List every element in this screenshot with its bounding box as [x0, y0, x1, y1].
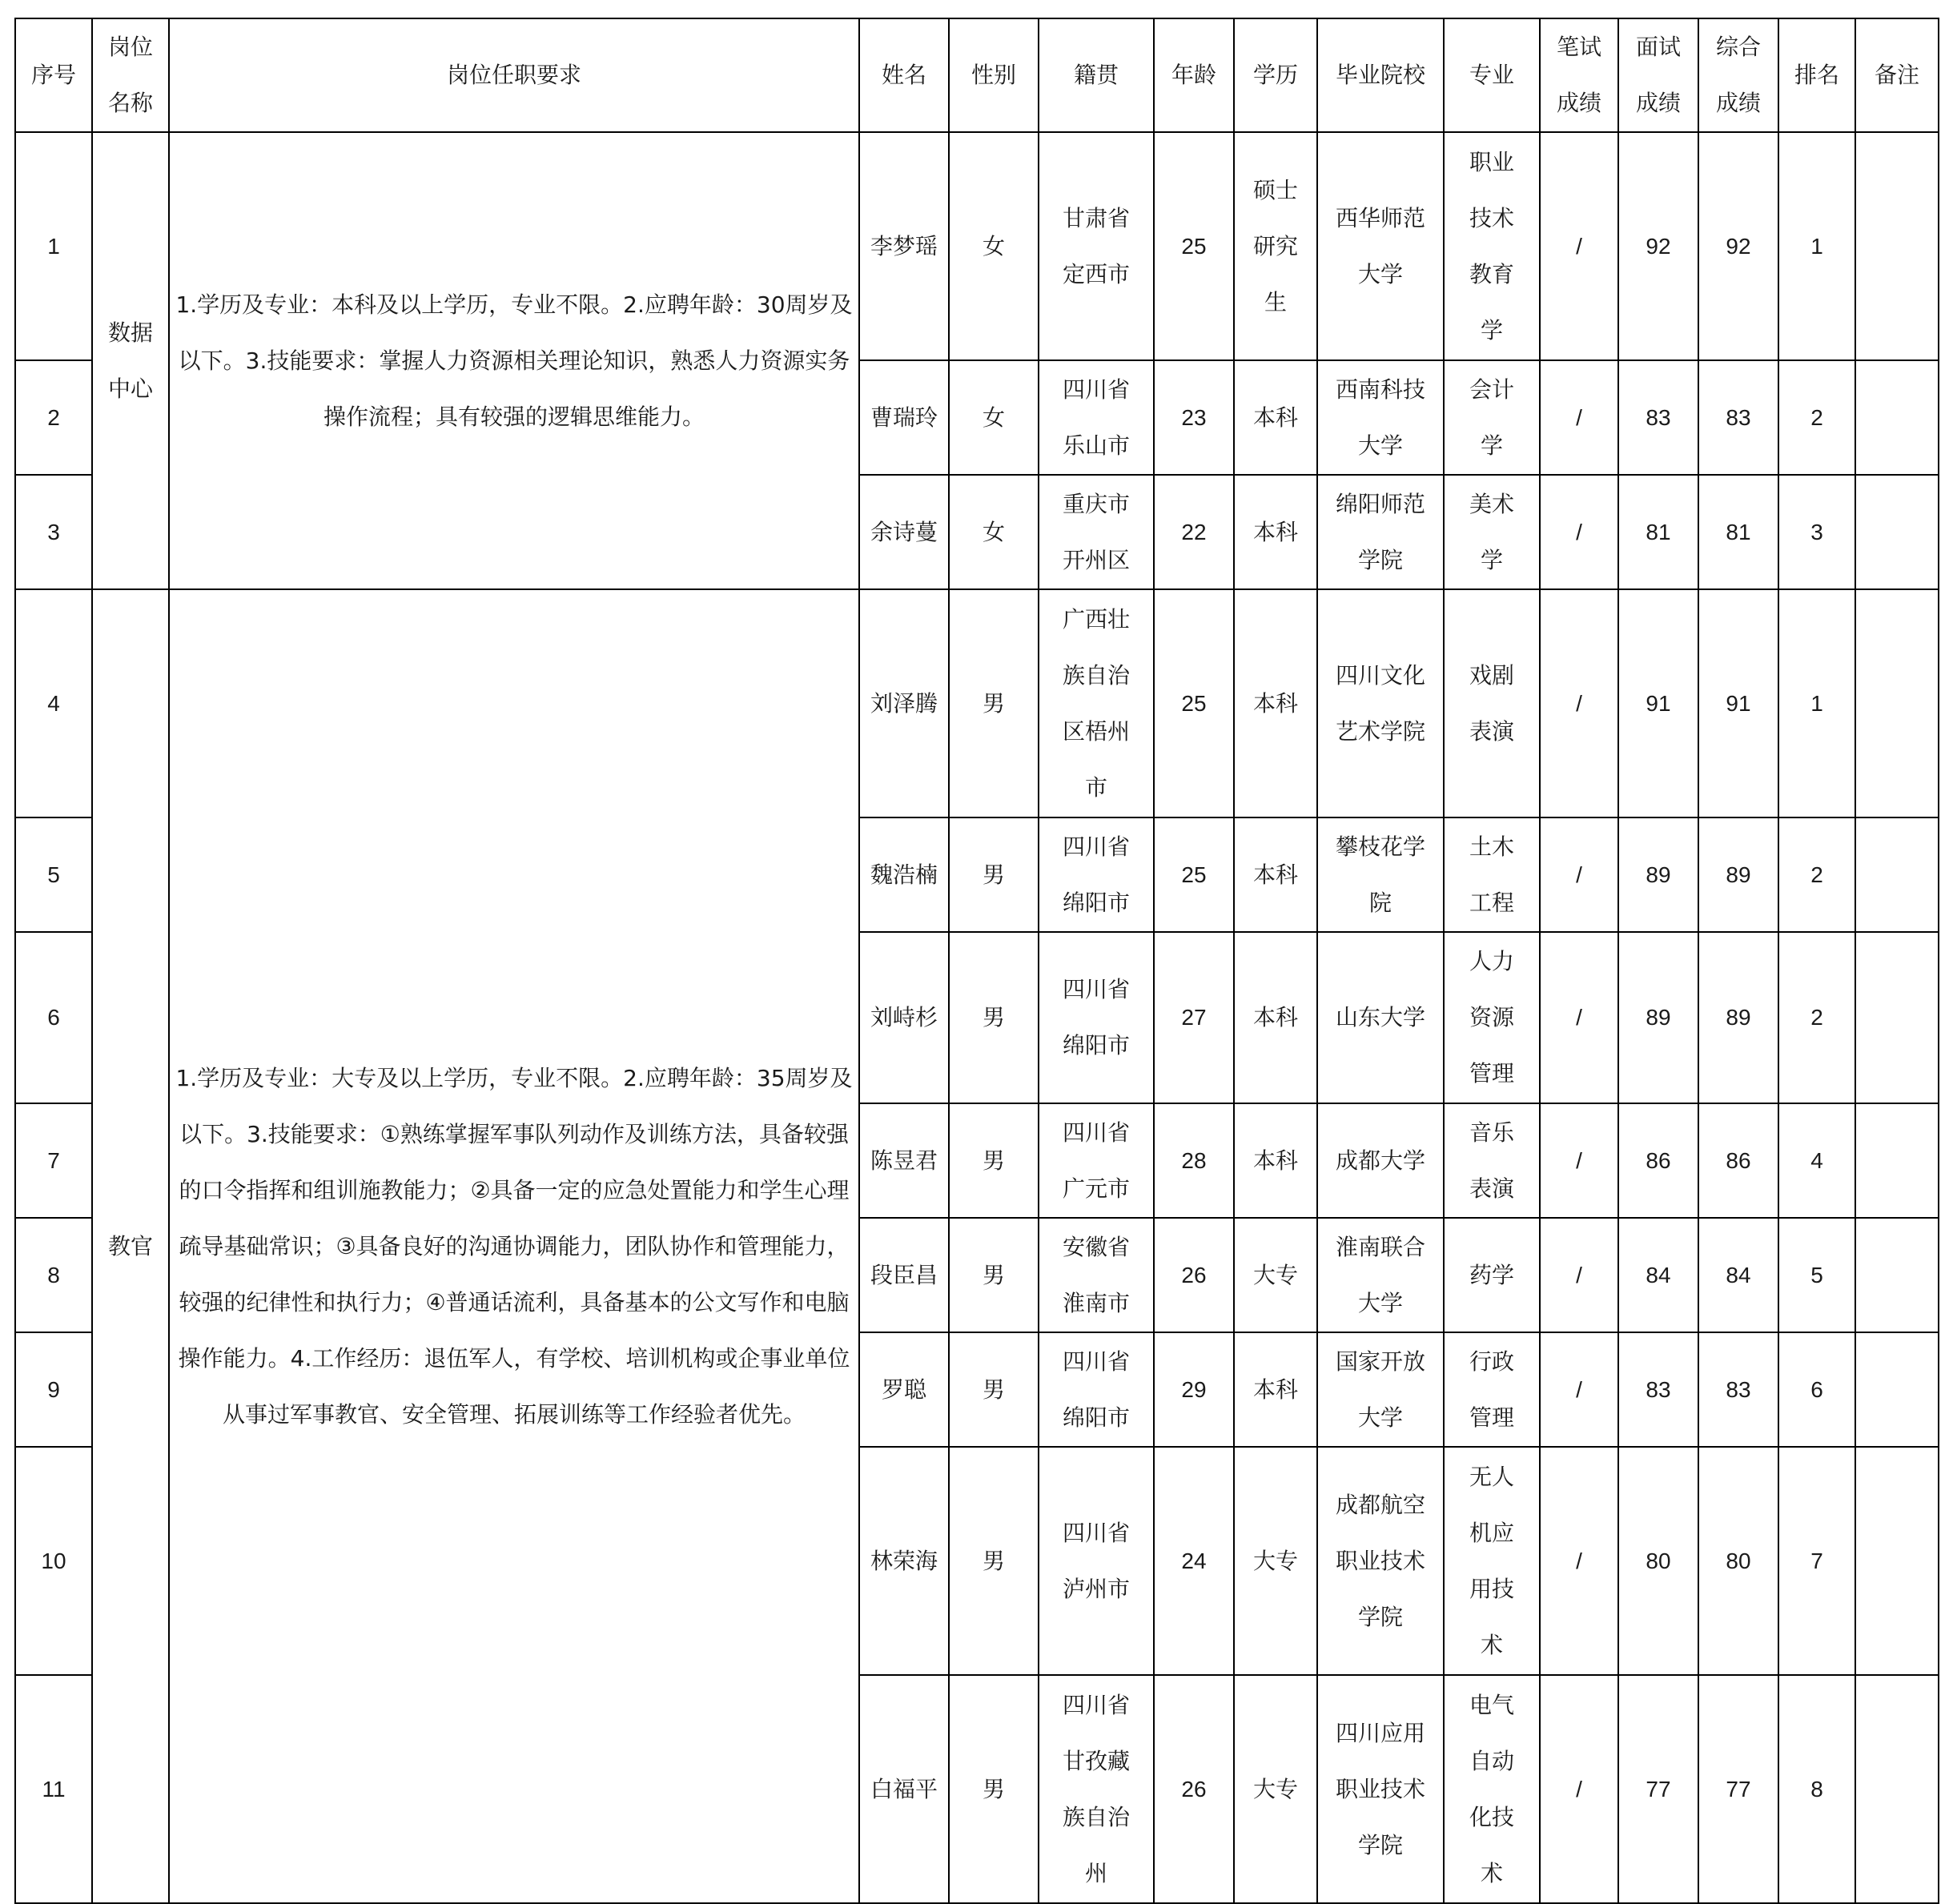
- native-line: 区梧州: [1062, 717, 1130, 745]
- cell-gender: 男: [949, 1675, 1039, 1903]
- cell-education: [1234, 1332, 1317, 1447]
- education-line: 大专: [1252, 1547, 1298, 1574]
- header-interview-line: 面试: [1635, 34, 1681, 60]
- cell-seq: 4: [15, 589, 92, 817]
- school-line: 四川文化: [1335, 661, 1425, 689]
- cell-rank: 2: [1778, 360, 1855, 475]
- cell-gender: 女: [949, 475, 1039, 589]
- cell-school: [1317, 1218, 1444, 1332]
- cell-major: [1444, 475, 1540, 589]
- cell-major: [1444, 817, 1540, 932]
- major-line: 戏剧: [1469, 661, 1514, 689]
- major-line: 化技: [1469, 1803, 1514, 1830]
- native-line: 泸州市: [1062, 1575, 1130, 1602]
- native-line: 四川省: [1062, 1348, 1130, 1375]
- cell-name: 刘峙杉: [859, 932, 949, 1103]
- native-line: 四川省: [1062, 1119, 1130, 1146]
- education-line: 本科: [1252, 1376, 1298, 1403]
- cell-interview-score: 91: [1618, 589, 1698, 817]
- cell-native-place: [1039, 932, 1154, 1103]
- cell-rank: 3: [1778, 475, 1855, 589]
- position-line: 数据: [107, 319, 153, 346]
- cell-name: 李梦瑶: [859, 132, 949, 360]
- cell-age: 24: [1154, 1447, 1234, 1675]
- major-line: 资源: [1469, 1004, 1514, 1030]
- header-total-score: [1698, 18, 1778, 132]
- cell-rank: 8: [1778, 1675, 1855, 1903]
- header-position: [92, 18, 169, 132]
- cell-written-score: /: [1540, 475, 1618, 589]
- header-position-line: 名称: [107, 90, 153, 116]
- school-line: 攀枝花学: [1335, 833, 1425, 860]
- cell-written-score: /: [1540, 1103, 1618, 1218]
- cell-school: [1317, 360, 1444, 475]
- major-line: 职业: [1469, 148, 1514, 175]
- education-line: 生: [1264, 288, 1287, 315]
- cell-requirement: 1.学历及专业：大专及以上学历，专业不限。2.应聘年龄：35周岁及以下。3.技能要求：①熟练掌握军事队列动作及训练方法，具备较强的口令指挥和组训施教能力；②具备一定的应急处置能力和学生心理疏导基础常识；③具备良好的沟通协调能力，团队协作和管理能力，较强的纪律性和执行力；④普通话流利，具备基本的公文写作和电脑操作能力。4.工作经历：退伍军人，有学校、培训机构或企事业单位从事过军事教官、安全管理、拓展训练等工作经验者优先。: [169, 589, 859, 1903]
- cell-major: [1444, 1103, 1540, 1218]
- header-major: 专业: [1444, 18, 1540, 132]
- cell-gender: 男: [949, 1332, 1039, 1447]
- education-line: 大专: [1252, 1261, 1298, 1288]
- header-written-line: 成绩: [1556, 90, 1601, 116]
- school-line: 艺术学院: [1335, 717, 1425, 745]
- cell-name: 刘泽腾: [859, 589, 949, 817]
- cell-native-place: [1039, 132, 1154, 360]
- cell-seq: 11: [15, 1675, 92, 1903]
- cell-note: [1855, 360, 1939, 475]
- cell-education: [1234, 817, 1317, 932]
- cell-rank: 2: [1778, 817, 1855, 932]
- native-line: 四川省: [1062, 376, 1130, 403]
- cell-note: [1855, 1103, 1939, 1218]
- cell-interview-score: 80: [1618, 1447, 1698, 1675]
- school-line: 成都航空: [1335, 1491, 1425, 1518]
- school-line: 大学: [1357, 1289, 1403, 1316]
- cell-native-place: [1039, 1332, 1154, 1447]
- cell-seq: 9: [15, 1332, 92, 1447]
- header-position-line: 岗位: [107, 34, 153, 60]
- native-line: 绵阳市: [1062, 1404, 1130, 1431]
- header-row: [15, 18, 1939, 132]
- cell-age: 26: [1154, 1218, 1234, 1332]
- cell-note: [1855, 1447, 1939, 1675]
- position-line: 中心: [107, 375, 153, 402]
- table-row: [15, 132, 1939, 360]
- cell-seq: 6: [15, 932, 92, 1103]
- native-line: 州: [1084, 1859, 1107, 1886]
- cell-education: [1234, 1103, 1317, 1218]
- cell-native-place: [1039, 1103, 1154, 1218]
- header-school: 毕业院校: [1317, 18, 1444, 132]
- cell-gender: 女: [949, 360, 1039, 475]
- cell-age: 22: [1154, 475, 1234, 589]
- cell-native-place: [1039, 360, 1154, 475]
- cell-written-score: /: [1540, 360, 1618, 475]
- cell-school: [1317, 1675, 1444, 1903]
- major-line: 无人: [1469, 1463, 1514, 1490]
- native-line: 广元市: [1062, 1175, 1130, 1202]
- school-line: 院: [1368, 889, 1392, 916]
- cell-age: 28: [1154, 1103, 1234, 1218]
- major-line: 工程: [1469, 889, 1514, 916]
- cell-native-place: [1039, 475, 1154, 589]
- cell-interview-score: 86: [1618, 1103, 1698, 1218]
- cell-education: [1234, 360, 1317, 475]
- major-line: 学: [1480, 432, 1503, 459]
- cell-name: 余诗蔓: [859, 475, 949, 589]
- cell-position: [92, 132, 169, 589]
- cell-interview-score: 81: [1618, 475, 1698, 589]
- cell-school: [1317, 475, 1444, 589]
- cell-rank: 5: [1778, 1218, 1855, 1332]
- table-row: [15, 589, 1939, 817]
- native-line: 广西壮: [1062, 605, 1130, 633]
- cell-name: 罗聪: [859, 1332, 949, 1447]
- native-line: 甘肃省: [1062, 204, 1130, 231]
- cell-position: [92, 589, 169, 1903]
- major-line: 术: [1480, 1859, 1503, 1886]
- cell-note: [1855, 1675, 1939, 1903]
- cell-written-score: /: [1540, 589, 1618, 817]
- cell-school: [1317, 1447, 1444, 1675]
- cell-seq: 2: [15, 360, 92, 475]
- cell-total-score: 83: [1698, 1332, 1778, 1447]
- cell-education: [1234, 1447, 1317, 1675]
- cell-gender: 男: [949, 589, 1039, 817]
- cell-gender: 男: [949, 817, 1039, 932]
- cell-gender: 男: [949, 1447, 1039, 1675]
- cell-education: [1234, 1675, 1317, 1903]
- major-line: 电气: [1469, 1691, 1514, 1718]
- header-written-score: [1540, 18, 1618, 132]
- education-line: 本科: [1252, 1147, 1298, 1174]
- native-line: 甘孜藏: [1062, 1747, 1130, 1774]
- cell-name: 林荣海: [859, 1447, 949, 1675]
- cell-seq: 1: [15, 132, 92, 360]
- cell-rank: 1: [1778, 132, 1855, 360]
- cell-interview-score: 84: [1618, 1218, 1698, 1332]
- cell-education: [1234, 1218, 1317, 1332]
- cell-rank: 4: [1778, 1103, 1855, 1218]
- cell-gender: 男: [949, 1218, 1039, 1332]
- native-line: 绵阳市: [1062, 889, 1130, 916]
- position-line: 教官: [107, 1232, 153, 1259]
- cell-education: [1234, 932, 1317, 1103]
- school-line: 绵阳师范: [1335, 490, 1425, 517]
- cell-age: 25: [1154, 132, 1234, 360]
- education-line: 本科: [1252, 689, 1298, 717]
- cell-seq: 3: [15, 475, 92, 589]
- cell-native-place: [1039, 817, 1154, 932]
- school-line: 大学: [1357, 1404, 1403, 1431]
- cell-seq: 7: [15, 1103, 92, 1218]
- native-line: 四川省: [1062, 1691, 1130, 1718]
- native-line: 族自治: [1062, 661, 1130, 689]
- school-line: 成都大学: [1335, 1147, 1425, 1174]
- native-line: 重庆市: [1062, 490, 1130, 517]
- school-line: 大学: [1357, 260, 1403, 287]
- header-name: 姓名: [859, 18, 949, 132]
- cell-name: 白福平: [859, 1675, 949, 1903]
- cell-native-place: [1039, 1218, 1154, 1332]
- cell-native-place: [1039, 589, 1154, 817]
- native-line: 安徽省: [1062, 1233, 1130, 1260]
- cell-school: [1317, 589, 1444, 817]
- education-line: 本科: [1252, 404, 1298, 431]
- cell-total-score: 91: [1698, 589, 1778, 817]
- major-line: 管理: [1469, 1060, 1514, 1087]
- cell-major: [1444, 932, 1540, 1103]
- cell-note: [1855, 817, 1939, 932]
- education-line: 本科: [1252, 518, 1298, 545]
- major-line: 用技: [1469, 1575, 1514, 1602]
- cell-total-score: 84: [1698, 1218, 1778, 1332]
- cell-total-score: 89: [1698, 932, 1778, 1103]
- native-line: 四川省: [1062, 1519, 1130, 1546]
- header-total-line: 综合: [1715, 34, 1761, 60]
- education-line: 本科: [1252, 1004, 1298, 1030]
- education-line: 大专: [1252, 1775, 1298, 1802]
- cell-native-place: [1039, 1447, 1154, 1675]
- major-line: 行政: [1469, 1348, 1514, 1375]
- major-line: 教育: [1469, 260, 1514, 287]
- cell-note: [1855, 1218, 1939, 1332]
- school-line: 学院: [1357, 1831, 1403, 1858]
- cell-total-score: 92: [1698, 132, 1778, 360]
- cell-age: 26: [1154, 1675, 1234, 1903]
- cell-gender: 男: [949, 1103, 1039, 1218]
- cell-interview-score: 83: [1618, 1332, 1698, 1447]
- cell-school: [1317, 132, 1444, 360]
- cell-seq: 5: [15, 817, 92, 932]
- major-line: 学: [1480, 546, 1503, 573]
- major-line: 表演: [1469, 1175, 1514, 1202]
- cell-total-score: 77: [1698, 1675, 1778, 1903]
- major-line: 药学: [1469, 1261, 1514, 1288]
- cell-major: [1444, 1218, 1540, 1332]
- header-requirement: 岗位任职要求: [169, 18, 859, 132]
- header-rank: 排名: [1778, 18, 1855, 132]
- native-line: 绵阳市: [1062, 1032, 1130, 1058]
- header-interview-line: 成绩: [1635, 90, 1681, 116]
- cell-age: 27: [1154, 932, 1234, 1103]
- cell-gender: 男: [949, 932, 1039, 1103]
- cell-total-score: 83: [1698, 360, 1778, 475]
- major-line: 会计: [1469, 376, 1514, 403]
- cell-rank: 7: [1778, 1447, 1855, 1675]
- header-seq: 序号: [15, 18, 92, 132]
- cell-seq: 10: [15, 1447, 92, 1675]
- cell-education: [1234, 475, 1317, 589]
- cell-school: [1317, 932, 1444, 1103]
- cell-major: [1444, 1675, 1540, 1903]
- cell-interview-score: 89: [1618, 932, 1698, 1103]
- cell-interview-score: 89: [1618, 817, 1698, 932]
- cell-major: [1444, 132, 1540, 360]
- cell-written-score: /: [1540, 132, 1618, 360]
- cell-school: [1317, 1103, 1444, 1218]
- major-line: 土木: [1469, 833, 1514, 860]
- native-line: 四川省: [1062, 833, 1130, 860]
- header-gender: 性别: [949, 18, 1039, 132]
- cell-age: 23: [1154, 360, 1234, 475]
- cell-interview-score: 77: [1618, 1675, 1698, 1903]
- cell-written-score: /: [1540, 1218, 1618, 1332]
- cell-written-score: /: [1540, 932, 1618, 1103]
- cell-written-score: /: [1540, 817, 1618, 932]
- header-education: 学历: [1234, 18, 1317, 132]
- header-age: 年龄: [1154, 18, 1234, 132]
- cell-major: [1444, 1447, 1540, 1675]
- cell-note: [1855, 1332, 1939, 1447]
- major-line: 机应: [1469, 1519, 1514, 1546]
- major-line: 音乐: [1469, 1119, 1514, 1146]
- cell-interview-score: 83: [1618, 360, 1698, 475]
- native-line: 定西市: [1062, 260, 1130, 287]
- cell-seq: 8: [15, 1218, 92, 1332]
- school-line: 四川应用: [1335, 1719, 1425, 1746]
- school-line: 西南科技: [1335, 376, 1425, 403]
- cell-gender: 女: [949, 132, 1039, 360]
- table-body: [15, 132, 1939, 1903]
- major-line: 美术: [1469, 490, 1514, 517]
- major-line: 技术: [1469, 204, 1514, 231]
- header-note: 备注: [1855, 18, 1939, 132]
- school-line: 职业技术: [1335, 1547, 1425, 1574]
- cell-native-place: [1039, 1675, 1154, 1903]
- cell-total-score: 89: [1698, 817, 1778, 932]
- cell-note: [1855, 475, 1939, 589]
- cell-school: [1317, 1332, 1444, 1447]
- school-line: 大学: [1357, 432, 1403, 459]
- cell-requirement: 1.学历及专业：本科及以上学历，专业不限。2.应聘年龄：30周岁及以下。3.技能要求：掌握人力资源相关理论知识，熟悉人力资源实务操作流程；具有较强的逻辑思维能力。: [169, 132, 859, 589]
- header-interview-score: [1618, 18, 1698, 132]
- cell-note: [1855, 932, 1939, 1103]
- major-line: 管理: [1469, 1404, 1514, 1431]
- major-line: 人力: [1469, 948, 1514, 974]
- cell-written-score: /: [1540, 1675, 1618, 1903]
- major-line: 学: [1480, 316, 1503, 343]
- cell-interview-score: 92: [1618, 132, 1698, 360]
- cell-name: 陈昱君: [859, 1103, 949, 1218]
- native-line: 四川省: [1062, 976, 1130, 1002]
- school-line: 西华师范: [1335, 204, 1425, 231]
- education-line: 硕士: [1252, 176, 1298, 203]
- native-line: 淮南市: [1062, 1289, 1130, 1316]
- school-line: 山东大学: [1335, 1004, 1425, 1030]
- cell-name: 段臣昌: [859, 1218, 949, 1332]
- cell-major: [1444, 589, 1540, 817]
- school-line: 学院: [1357, 546, 1403, 573]
- cell-total-score: 81: [1698, 475, 1778, 589]
- header-native-place: 籍贯: [1039, 18, 1154, 132]
- school-line: 学院: [1357, 1603, 1403, 1630]
- header-written-line: 笔试: [1556, 34, 1601, 60]
- cell-age: 25: [1154, 589, 1234, 817]
- cell-school: [1317, 817, 1444, 932]
- major-line: 术: [1480, 1631, 1503, 1658]
- native-line: 族自治: [1062, 1803, 1130, 1830]
- cell-written-score: /: [1540, 1447, 1618, 1675]
- cell-written-score: /: [1540, 1332, 1618, 1447]
- native-line: 乐山市: [1062, 432, 1130, 459]
- cell-rank: 2: [1778, 932, 1855, 1103]
- cell-major: [1444, 360, 1540, 475]
- native-line: 开州区: [1062, 546, 1130, 573]
- cell-note: [1855, 132, 1939, 360]
- header-total-line: 成绩: [1715, 90, 1761, 116]
- cell-total-score: 80: [1698, 1447, 1778, 1675]
- cell-rank: 6: [1778, 1332, 1855, 1447]
- education-line: 本科: [1252, 861, 1298, 888]
- cell-age: 29: [1154, 1332, 1234, 1447]
- school-line: 淮南联合: [1335, 1233, 1425, 1260]
- cell-education: [1234, 132, 1317, 360]
- major-line: 自动: [1469, 1747, 1514, 1774]
- native-line: 市: [1084, 773, 1107, 801]
- school-line: 国家开放: [1335, 1348, 1425, 1375]
- cell-name: 曹瑞玲: [859, 360, 949, 475]
- school-line: 职业技术: [1335, 1775, 1425, 1802]
- cell-major: [1444, 1332, 1540, 1447]
- cell-name: 魏浩楠: [859, 817, 949, 932]
- cell-note: [1855, 589, 1939, 817]
- cell-rank: 1: [1778, 589, 1855, 817]
- cell-age: 25: [1154, 817, 1234, 932]
- education-line: 研究: [1252, 232, 1298, 259]
- major-line: 表演: [1469, 717, 1514, 745]
- cell-education: [1234, 589, 1317, 817]
- candidate-table: [14, 18, 1939, 1904]
- cell-total-score: 86: [1698, 1103, 1778, 1218]
